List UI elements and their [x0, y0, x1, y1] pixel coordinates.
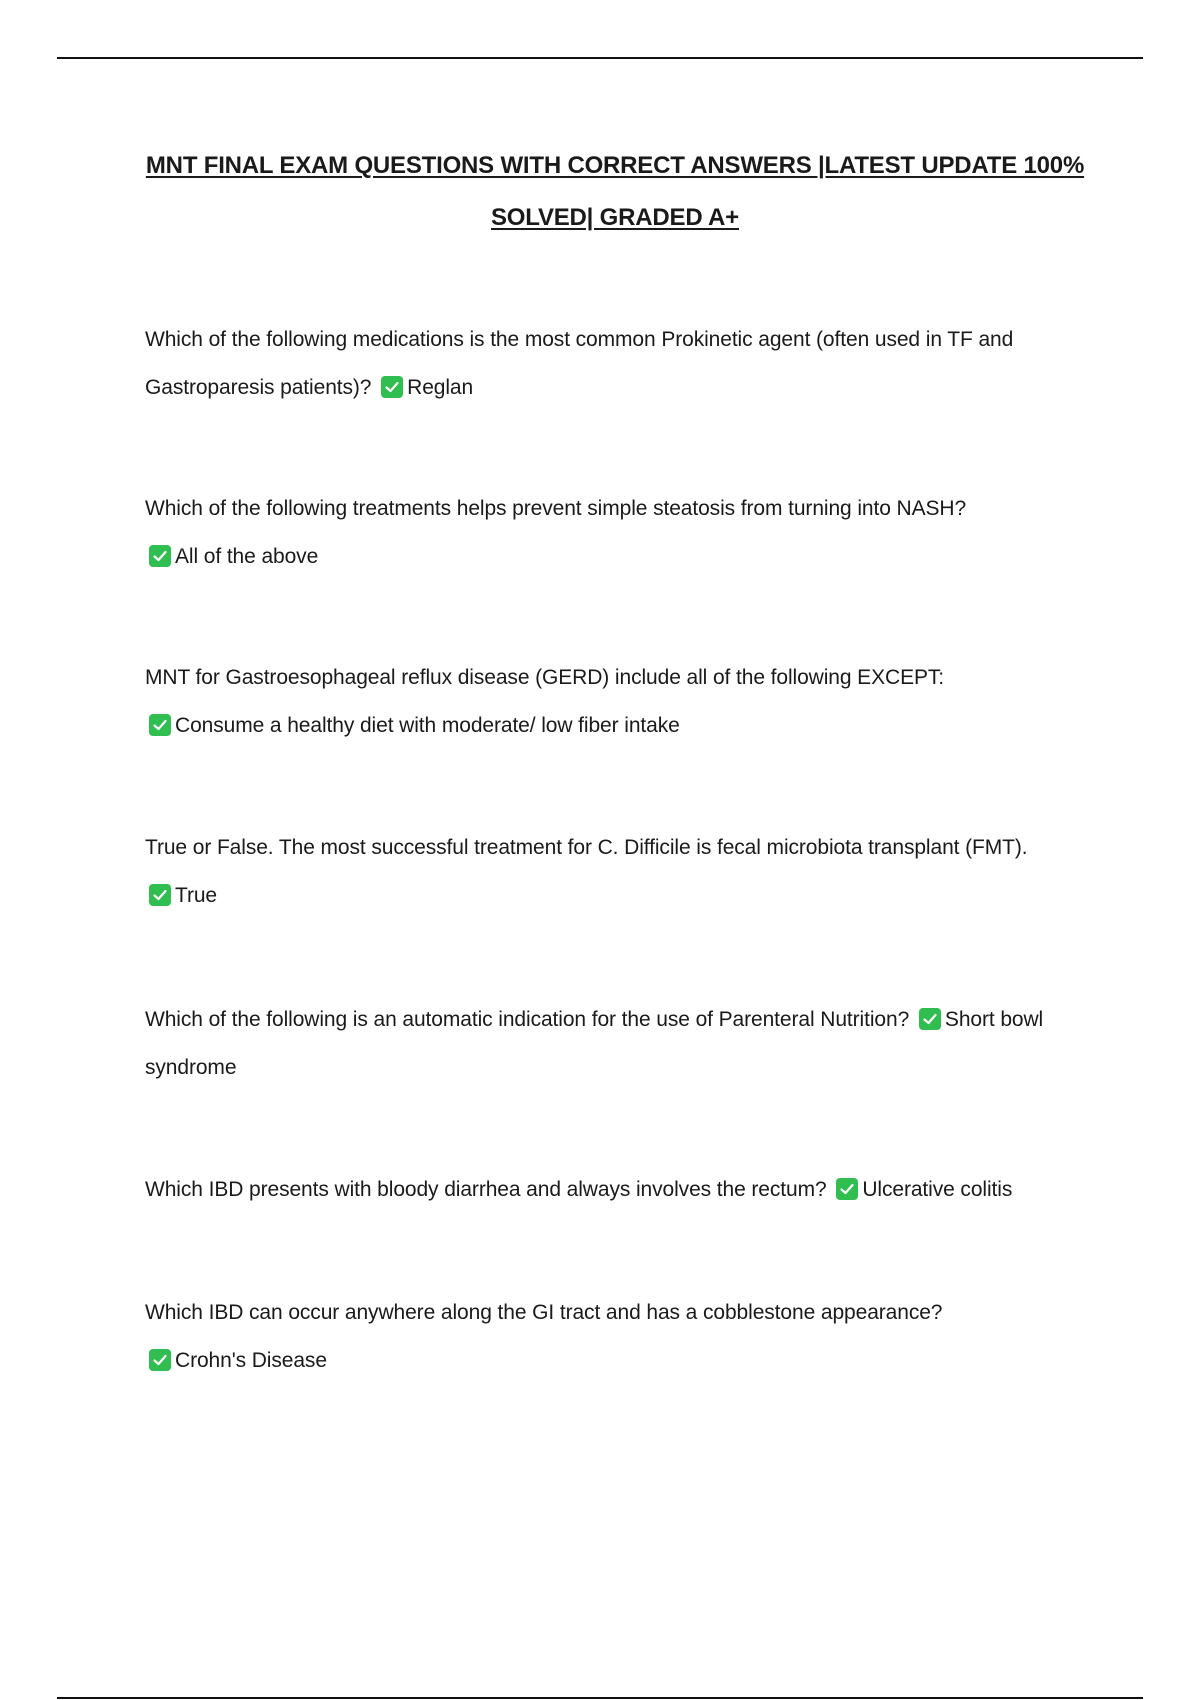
qa-item: [145, 1289, 1090, 1385]
question-text: MNT for Gastroesophageal reflux disease (GERD) include all of the following EXCEPT:: [145, 666, 945, 689]
question-text: Which of the following medications is the most common Prokinetic agent (often used in TF and Gastroparesis patients)?: [145, 328, 1014, 399]
question-text: True or False. The most successful treatment for C. Difficile is fecal microbiota transplant (FMT).: [145, 836, 1028, 859]
answer-text: Crohn's Disease: [175, 1349, 327, 1372]
qa-item: [145, 824, 1090, 920]
answer-text: Consume a healthy diet with moderate/ low fiber intake: [175, 714, 680, 737]
qa-item: [145, 316, 1090, 412]
check-mark-icon: [836, 1178, 858, 1200]
check-mark-icon: [381, 376, 403, 398]
answer-text: True: [175, 884, 217, 907]
question-text: Which of the following is an automatic indication for the use of Parenteral Nutrition?: [145, 1008, 910, 1031]
qa-item: [145, 996, 1090, 1092]
qa-item: [145, 1166, 1090, 1214]
check-mark-icon: [149, 1349, 171, 1371]
check-mark-icon: [919, 1008, 941, 1030]
check-mark-icon: [149, 884, 171, 906]
question-text: Which IBD can occur anywhere along the GI tract and has a cobblestone appearance?: [145, 1301, 943, 1324]
answer-text: All of the above: [175, 545, 319, 568]
answer-text: Reglan: [407, 376, 474, 399]
check-mark-icon: [149, 545, 171, 567]
document-title: MNT FINAL EXAM QUESTIONS WITH CORRECT ANSWERS |LATEST UPDATE 100% SOLVED| GRADED A+: [145, 152, 1085, 231]
bottom-rule: [57, 1697, 1143, 1699]
check-mark-icon: [149, 714, 171, 736]
question-text: Which IBD presents with bloody diarrhea and always involves the rectum?: [145, 1178, 827, 1201]
answer-text: Ulcerative colitis: [862, 1178, 1013, 1201]
qa-item: [145, 654, 1090, 750]
top-rule: [57, 57, 1143, 59]
question-text: Which of the following treatments helps prevent simple steatosis from turning into NASH?: [145, 497, 967, 520]
answer-text: Short bowl syndrome: [145, 1008, 1044, 1079]
qa-item: [145, 485, 1090, 581]
